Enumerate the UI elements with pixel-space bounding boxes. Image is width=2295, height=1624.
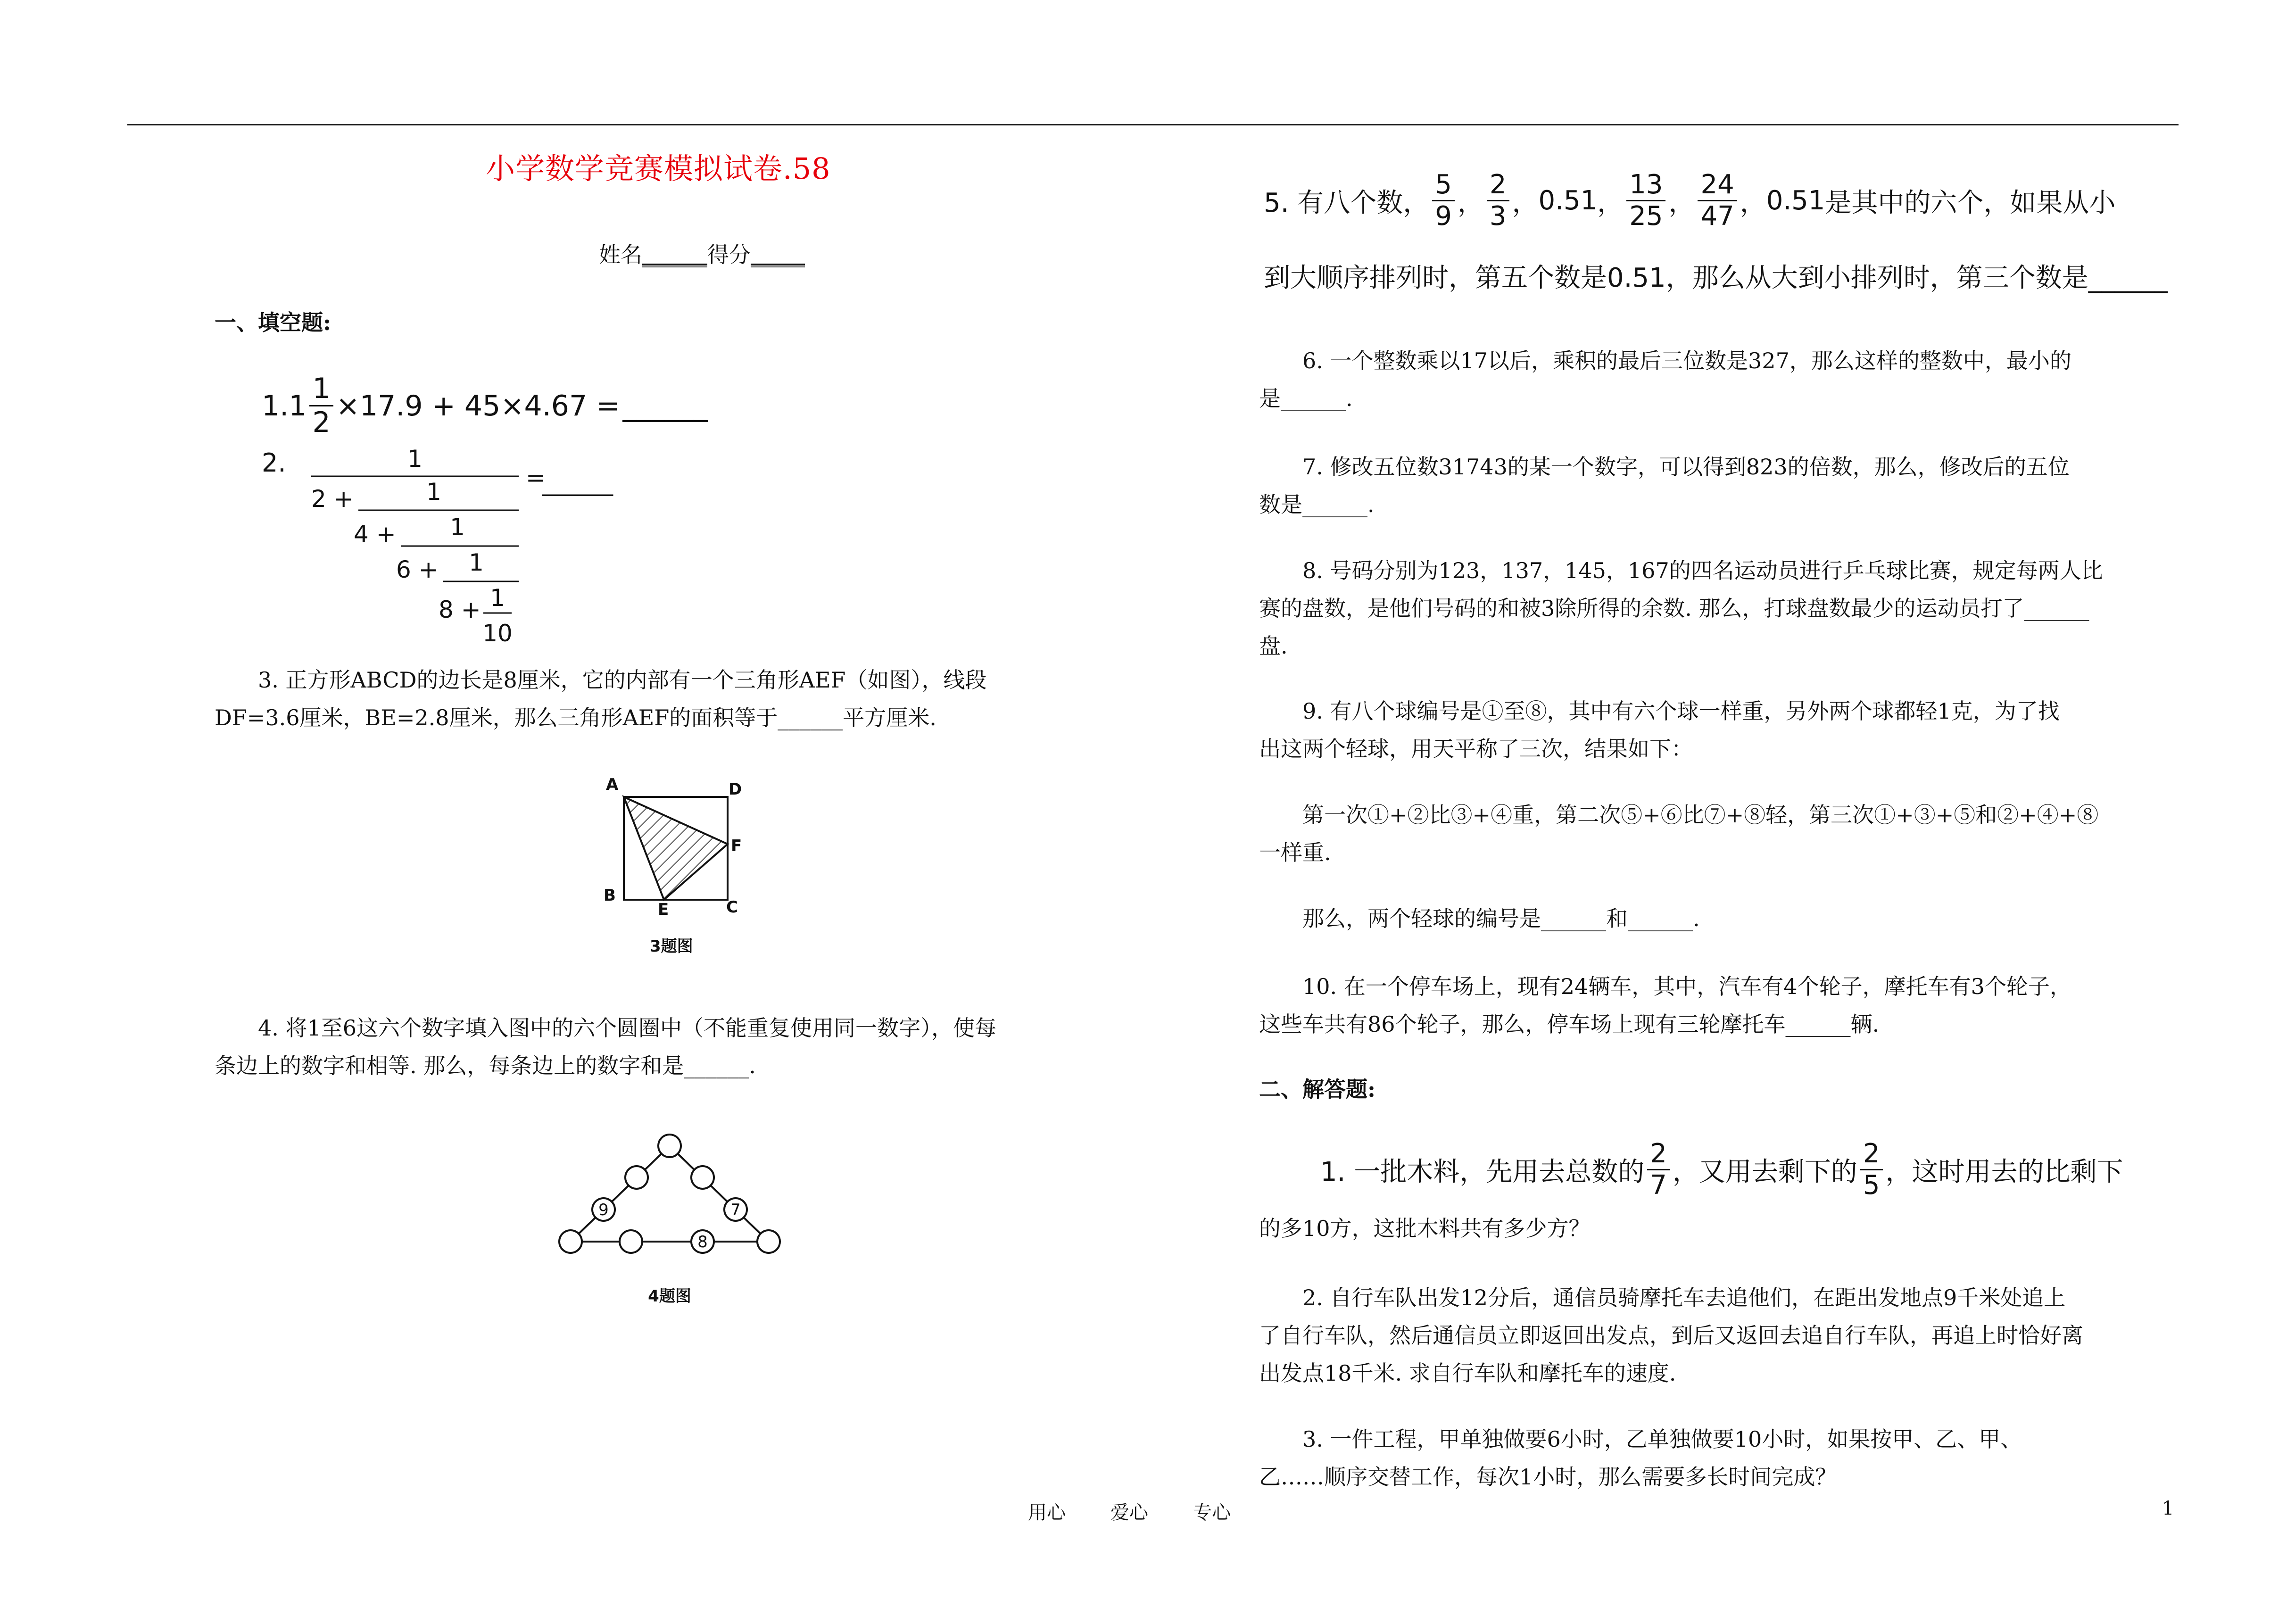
question-5-line-2: 到大顺序排列时，第五个数是0.51，那么从大到小排列时，第三个数是______ (1264, 263, 2168, 293)
figure-3 (585, 773, 764, 962)
circle-right-upper (691, 1166, 714, 1189)
figure-4-caption: 4题图 (648, 1287, 691, 1306)
circle-bottom-mid (620, 1230, 642, 1253)
answer-question-2: 2. 自行车队出发12分后，通信员骑摩托车去追他们，在距出发地点9千米处追上 了自行车队，然后通信员立即返回出发点，到后又返回去追自行车队，再追上时恰好离 出发点18千米. 求自行车队和摩托车的速度. (1259, 1285, 2083, 1386)
cf-term-6: 6 + (396, 556, 439, 583)
cf-num-4: 1 (469, 549, 484, 576)
cf-num-3: 1 (450, 514, 465, 541)
question-3: 3. 正方形ABCD的边长是8厘米，它的内部有一个三角形AEF（如图），线段 DF=3.6厘米，BE=2.8厘米，那么三角形AEF的面积等于______平方厘米. (215, 667, 987, 730)
cf-term-4: 4 + (354, 521, 396, 548)
label-F: F (731, 837, 742, 855)
cf-term-2: 2 + (311, 485, 354, 513)
label-E: E (658, 900, 669, 919)
figure-3-caption: 3题图 (650, 937, 693, 956)
cf-equals: = (526, 464, 546, 491)
continued-fraction (302, 443, 679, 665)
top-rule (127, 124, 2179, 125)
page-title: 小学数学竞赛模拟试卷.58 (486, 151, 831, 186)
circle-bottom-corner (757, 1230, 780, 1253)
circle-number-8: 8 (697, 1233, 708, 1251)
question-9: 9. 有八个球编号是①至⑧，其中有六个球一样重，另外两个球都轻1克，为了找 出这两个轻球，用天平称了三次，结果如下： 第一次①+②比③+④重，第二次⑤+⑥比⑦+⑧轻，第三次①+③+⑤和②+④+⑧ 一样重. 那么，两个轻球的编号是______和______. (1259, 698, 2099, 931)
cf-num-5: 1 (490, 584, 505, 612)
question-2: 2. (262, 448, 286, 478)
cf-term-8: 8 + (439, 596, 481, 623)
circle-number-9: 9 (598, 1201, 609, 1219)
label-C: C (726, 898, 738, 917)
question-1: 1. 1 $\frac{1}{2}$ ×17.9 + 45×4.67 = ______ (262, 372, 708, 439)
cf-blank: ______ (542, 469, 613, 496)
cf-den-5: 10 (482, 620, 513, 647)
answer-question-3: 3. 一件工程，甲单独做要6小时，乙单独做要10小时，如果按甲、乙、甲、 乙……顺序交替工作，每次1小时，那么需要多长时间完成？ (1259, 1426, 2022, 1490)
question-4: 4. 将1至6这六个数字填入图中的六个圆圈中（不能重复使用同一数字），使每 条边上的数字和相等. 那么，每条边上的数字和是______. (215, 1015, 997, 1078)
answer-question-1-line-1: 1. 一批木料，先用去总数的 $\frac{2}{7}$ ，又用去剩下的 $\frac{2}{5}$ ，这时用去的比剩下 (1320, 1138, 2123, 1201)
circle-bottom-left (559, 1230, 582, 1253)
footer-word-3: 专心 (1193, 1502, 1231, 1524)
triangle-aef (624, 797, 728, 900)
footer-word-1: 用心 (1028, 1502, 1066, 1524)
circle-left-upper (625, 1166, 648, 1189)
label-A: A (606, 775, 619, 794)
question-10: 10. 在一个停车场上，现有24辆车，其中，汽车有4个轮子，摩托车有3个轮子， 这些车共有86个轮子，那么，停车场上现有三轮摩托车______辆. (1259, 974, 2071, 1037)
circle-top (658, 1135, 681, 1157)
footer-word-2: 爱心 (1110, 1502, 1148, 1524)
page-number: 1 (2162, 1498, 2174, 1519)
section-1-heading: 一、填空题: (215, 310, 331, 335)
question-5-line-1: 5. 有八个数， $\frac{5}{9}$ ， $\frac{2}{3}$ ， 0.51 ， $\frac{13}{25}$ ， $\frac{24}{47}$ ， 0.51 是其中的六个，如果从小 (1264, 169, 2116, 232)
name-score-line: 姓名______得分_____ (599, 242, 805, 267)
cf-num-2: 1 (426, 478, 441, 505)
label-D: D (729, 780, 742, 799)
question-6: 6. 一个整数乘以17以后，乘积的最后三位数是327，那么这样的整数中，最小的 是______. (1259, 348, 2071, 411)
label-B: B (604, 886, 616, 905)
question-7: 7. 修改五位数31743的某一个数字，可以得到823的倍数，那么，修改后的五位 数是______. (1259, 454, 2070, 517)
section-2-heading: 二、解答题: (1259, 1077, 1375, 1102)
circle-number-7: 7 (730, 1201, 741, 1219)
cf-num-1: 1 (407, 445, 423, 472)
figure-4 (552, 1127, 787, 1316)
question-8: 8. 号码分别为123，137，145，167的四名运动员进行乒乓球比赛，规定每两人比 赛的盘数，是他们号码的和被3除所得的余数. 那么，打球盘数最少的运动员打了______ 盘. (1259, 558, 2103, 659)
answer-question-1-line-2: 的多10方，这批木料共有多少方？ (1259, 1216, 1591, 1241)
fraction: $\frac{1}{2}$ (309, 373, 333, 439)
